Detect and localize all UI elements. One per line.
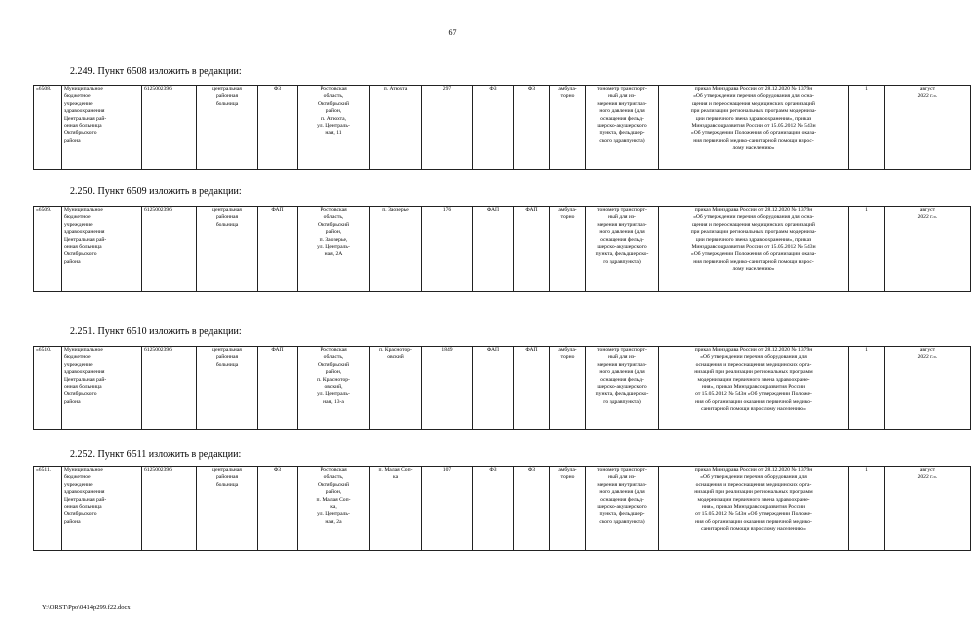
unit-type-cell: ФАП [514,207,550,292]
equipment-cell: тонометр транспорт- ный для из- мерения внутриглаз- ного давления (для оснащения фельд- шерско-акушерского пункта, фельдшер- ского здравпункта) [586,86,659,170]
data-table [33,466,971,551]
organization-cell: Муниципальное бюджетное учреждение здравоохранения Центральная рай- онная больница Октябрьского района [62,347,142,430]
hospital-type-cell: центральная районная больница [197,86,258,170]
inn-cell: 6125002396 [142,207,197,292]
unit-type-cell: ФЗ [473,467,514,551]
date-cell: август 2022 г.». [885,467,971,551]
equipment-cell: тонометр транспорт- ный для из- мерения внутриглаз- ного давления (для оснащения фельд- шерско-акушерского пункта, фельдшерско- го здравпункта) [586,207,659,292]
date-cell: август 2022 г.». [885,86,971,170]
address-cell: Ростовская область, Октябрьский район, п. Малая Соп- ка, ул. Централь- ная, 2а [298,467,370,551]
population-cell: 176 [422,207,473,292]
row-number: «6508. [34,86,62,170]
organization-cell: Муниципальное бюджетное учреждение здравоохранения Центральная рай- онная больница Октябрьского района [62,207,142,292]
organization-cell: Муниципальное бюджетное учреждение здравоохранения Центральная рай- онная больница Октябрьского района [62,467,142,551]
settlement-cell: п. Заозерье [370,207,422,292]
inn-cell: 6125002396 [142,86,197,170]
quantity-cell: 1 [849,207,885,292]
address-cell: Ростовская область, Октябрьский район, п. Краснотор- овский, ул. Централь- ная, 13-а [298,347,370,430]
settlement-cell: п. Атюхта [370,86,422,170]
address-cell: Ростовская область, Октябрьский район, п. Атюхта, ул. Централь- ная, 11 [298,86,370,170]
inn-cell: 6125002396 [142,347,197,430]
unit-type-cell: ФЗ [258,86,298,170]
unit-type-cell: ФЗ [514,86,550,170]
unit-type-cell: ФЗ [473,86,514,170]
section-heading: 2.249. Пункт 6508 изложить в редакции: [70,66,242,77]
unit-type-cell: ФАП [514,347,550,430]
population-cell: 1849 [422,347,473,430]
table-row [34,207,971,292]
population-cell: 297 [422,86,473,170]
equipment-cell: тонометр транспорт- ный для из- мерения внутриглаз- ного давления (для оснащения фельд- шерско-акушерского пункта, фельдшер- ского здравпункта) [586,467,659,551]
unit-type-cell: ФАП [473,347,514,430]
unit-type-cell: ФАП [473,207,514,292]
equipment-cell: тонометр транспорт- ный для из- мерения внутриглаз- ного давления (для оснащения фельд- шерско-акушерского пункта, фельдшерско- го здравпункта) [586,347,659,430]
data-table [33,346,971,430]
organization-cell: Муниципальное бюджетное учреждение здравоохранения Центральная рай- онная больница Октябрьского района [62,86,142,170]
basis-cell: приказ Минздрава России от 28.12.2020 № 1379н «Об утверждении перечня оборудования для осна- щения и переоснащения медицинских организаций при реализации региональных программ модерниза- ции первичного звена здравоохранения», приказ Минздравсоцразвития России от 15.05.2012 № 543н «Об утверждении Положения об организации оказа- ния первичной медико-санитарной помощи взрос- лому населению» [659,207,849,292]
date-cell: август 2022 г.». [885,207,971,292]
inn-cell: 6125002396 [142,467,197,551]
settlement-cell: п. Малая Соп- ка [370,467,422,551]
quantity-cell: 1 [849,467,885,551]
hospital-type-cell: центральная районная больница [197,467,258,551]
hospital-type-cell: центральная районная больница [197,207,258,292]
unit-type-cell: ФЗ [514,467,550,551]
data-table [33,85,971,170]
section-heading: 2.250. Пункт 6509 изложить в редакции: [70,186,242,197]
address-cell: Ростовская область, Октябрьский район, п. Заозерье, ул. Централь- ная, 2А [298,207,370,292]
row-number: «6511. [34,467,62,551]
section-heading: 2.252. Пункт 6511 изложить в редакции: [70,449,242,460]
population-cell: 107 [422,467,473,551]
care-type-cell: амбула- торно [550,86,586,170]
table-row [34,347,971,430]
care-type-cell: амбула- торно [550,467,586,551]
section-heading: 2.251. Пункт 6510 изложить в редакции: [70,326,242,337]
date-cell: август 2022 г.». [885,347,971,430]
settlement-cell: п. Краснотор- овский [370,347,422,430]
unit-type-cell: ФАП [258,347,298,430]
unit-type-cell: ФАП [258,207,298,292]
basis-cell: приказ Минздрава России от 28.12.2020 № 1379н «Об утверждении перечня оборудования для осна- щения и переоснащения медицинских организаций при реализации региональных программ модерниза- ции первичного звена здравоохранения», приказ Минздравсоцразвития России от 15.05.2012 № 543н «Об утверждении Положения об организации оказа- ния первичной медико-санитарной помощи взрос- лому населению» [659,86,849,170]
row-number: «6509. [34,207,62,292]
quantity-cell: 1 [849,347,885,430]
hospital-type-cell: центральная районная больница [197,347,258,430]
basis-cell: приказ Минздрава России от 28.12.2020 № 1379н «Об утверждении перечня оборудования для оснащения и переоснащения медицинских орга- низаций при реализации региональных программ модернизации первичного звена здравоохране- ния», приказ Минздравсоцразвития России от 15.05.2012 № 543н «Об утверждении Положе- ния об организации оказания первичной медико- санитарной помощи взрослому населению» [659,347,849,430]
table-row [34,86,971,170]
quantity-cell: 1 [849,86,885,170]
unit-type-cell: ФЗ [258,467,298,551]
care-type-cell: амбула- торно [550,347,586,430]
basis-cell: приказ Минздрава России от 28.12.2020 № 1379н «Об утверждении перечня оборудования для оснащения и переоснащения медицинских орга- низаций при реализации региональных программ модернизации первичного звена здравоохране- ния», приказ Минздравсоцразвития России от 15.05.2012 № 543н «Об утверждении Положе- ния об организации оказания первичной медико- санитарной помощи взрослому населению» [659,467,849,551]
data-table [33,206,971,292]
table-row [34,467,971,551]
care-type-cell: амбула- торно [550,207,586,292]
page-number: 67 [448,28,457,37]
footer-file-path: Y:\ORST\Ppo\0414p299.f22.docx [42,604,131,611]
row-number: «6510. [34,347,62,430]
